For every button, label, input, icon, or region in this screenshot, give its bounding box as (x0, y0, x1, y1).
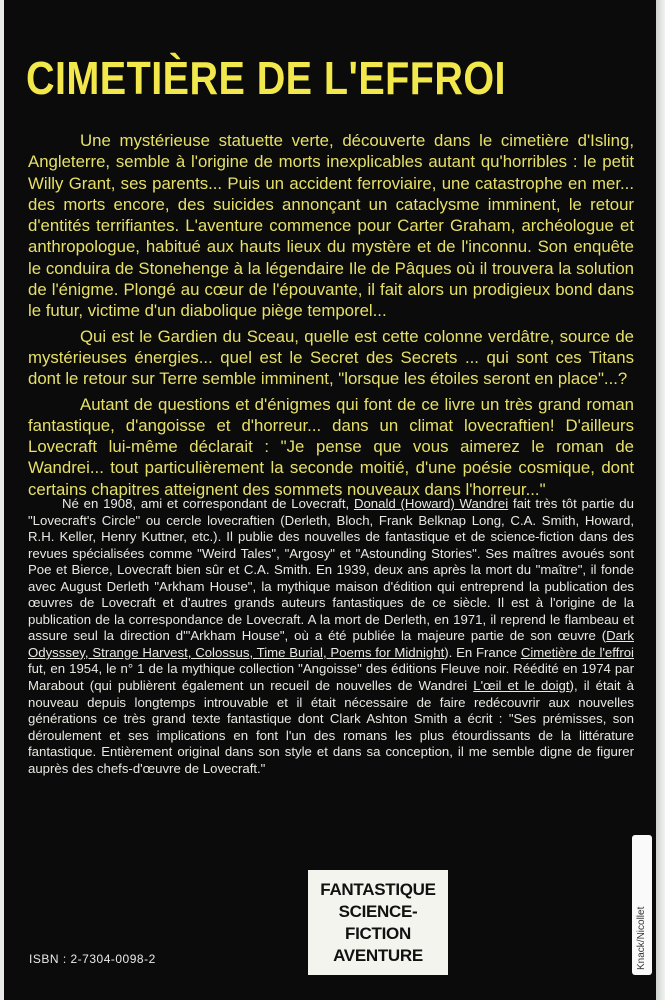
isbn: ISBN : 2-7304-0098-2 (29, 952, 156, 966)
page-edge (656, 0, 665, 1000)
author-name: Donald (Howard) Wandrei (353, 496, 509, 511)
genre-item: AVENTURE (333, 946, 423, 965)
bio-text: ), il était à nouveau depuis longtemps introuvable et il était nécessaire de faire redécouvrir aux nouvelles générations ce très grand texte fantastique dont Clark Ashton Smith a écrit : "Ses prémisses, son déroulement et ses implications en font l'un des romans les plus étourdissants de la littérature fantastique. Entièrement original dans son style et dans sa conception, il me semble digne de figurer auprès des chefs-d'œuvre de Lovecraft." (28, 678, 634, 776)
author-biography (28, 496, 634, 777)
genre-item: SCIENCE-FICTION (338, 902, 418, 943)
blurb (28, 130, 634, 504)
back-cover (4, 0, 656, 1000)
blurb-paragraph: Autant de questions et d'énigmes qui font de ce livre un très grand roman fantastique, d'angoisse et d'horreur... dans un climat lovecraftien! D'ailleurs Lovecraft lui-même déclarait : "Je pense que vous aimerez le roman de Wandrei... tout particulièrement la seconde moitié, d'une poésie cosmique, dont certains chapitres atteignent des sommets nouveaux dans l'horreur..." (28, 394, 634, 499)
blurb-paragraph: Qui est le Gardien du Sceau, quelle est cette colonne verdâtre, source de mystérieuses énergies... quel est le Secret des Secrets ... qui sont ces Titans dont le retour sur Terre semble imminent, "lorsque les étoiles seront en place"...? (28, 326, 634, 389)
library-sticker (632, 835, 652, 975)
genre-item: FANTASTIQUE (320, 880, 436, 899)
bio-text: fut, en 1954, le n° 1 de la mythique collection "Angoisse" des éditions Fleuve noir. Réédité en 1974 par Marabout (qui publièrent également un recueil de nouvelles de Wandrei (28, 661, 634, 694)
sticker-text: Knack/Nicollet (636, 906, 647, 970)
bio-text: ). En France (444, 644, 521, 660)
blurb-paragraph: Une mystérieuse statuette verte, découverte dans le cimetière d'Isling, Angleterre, semble à l'origine de morts inexplicables autant qu'horribles : le petit Willy Grant, ses parents... Puis un accident ferroviaire, une catastrophe en mer... des morts encore, des suicides annonçant un cataclysme imminent, le retour d'entités terrifiantes. L'aventure commence pour Carter Graham, archéologue et anthropologue, habitué aux hauts lieux du mystère et de l'inconnu. Son enquête le conduira de Stonehenge à la légendaire Ile de Pâques où il trouvera la solution de l'énigme. Plongé au cœur de l'épouvante, il fait alors un prodigieux bond dans le futur, victime d'un diabolique piège temporel... (28, 131, 634, 321)
bio-text: Né en 1908, ami et correspondant de Lovecraft, (62, 496, 354, 511)
book-name: Cimetière de l'effroi (520, 644, 634, 660)
works-list: Dark Odysssey, Strange Harvest, Colossus, Time Burial, Poems for Midnight (28, 628, 634, 660)
bio-text: fait très tôt partie du "Lovecraft's Circle" ou cercle lovecraftien (Derleth, Bloch, Frank Belknap Long, C.A. Smith, Howard, R.H. Keller, Henry Kuttner, etc.). Il publie des nouvelles de fantastique et de science-fiction dans des revues spécialisées comme "Weird Tales", "Argosy" et "Astounding Stories". Ses maîtres avoués sont Poe et Bierce, Lovecraft bien sûr et C.A. Smith. En 1939, deux ans après la mort du "maître", il fonde avec August Derleth "Arkham House", la mythique maison d'édition qui entreprend la publication des œuvres de Lovecraft et d'autres grands auteurs fantastiques de ce siècle. Il est à l'origine de la publication de la correspondance de Lovecraft. A la mort de Derleth, en 1971, il reprend le flambeau et assure seul la direction d'"Arkham House", où a été publiée la majeure partie de son œuvre ( (28, 496, 634, 644)
book-name-2: L'œil et le doigt (473, 678, 570, 694)
book-title: CIMETIÈRE DE L'EFFROI (26, 52, 506, 104)
genre-label (308, 870, 448, 975)
